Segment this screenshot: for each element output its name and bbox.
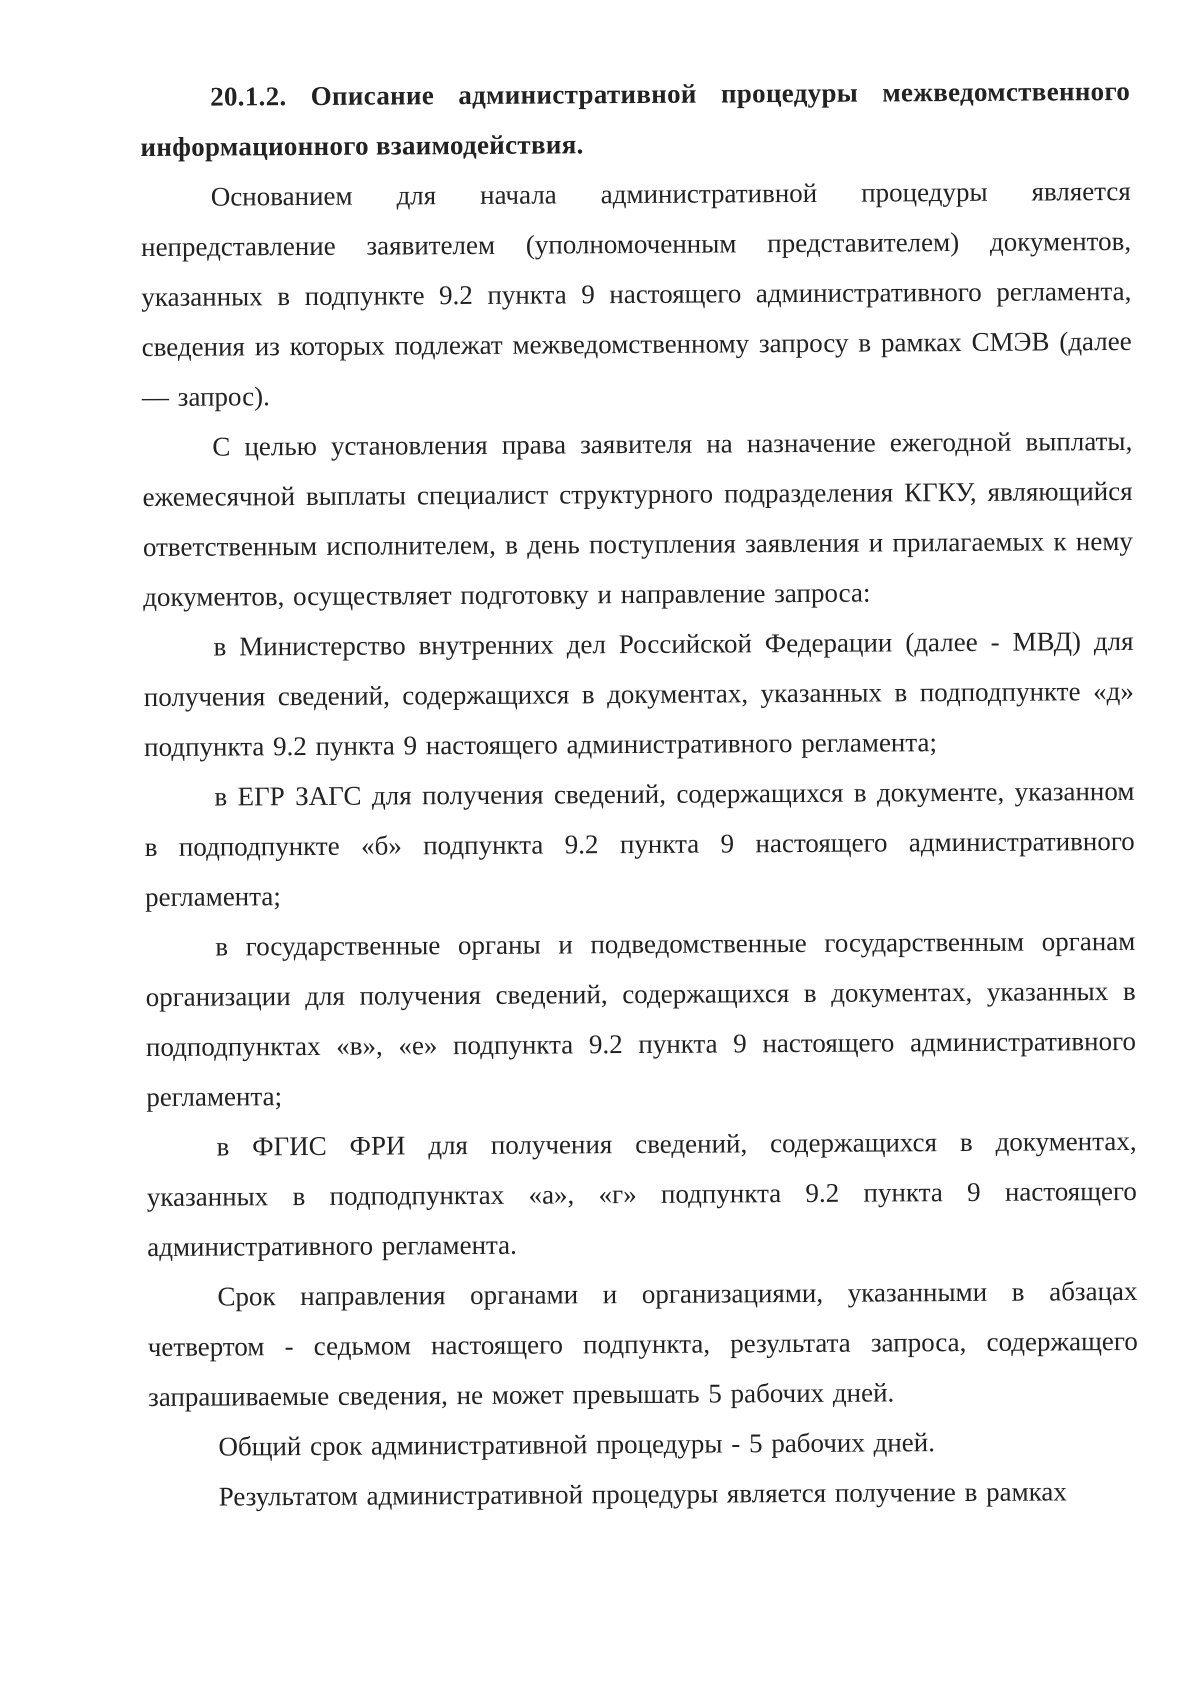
paragraph-state-bodies: в государственные органы и подведомственные государственным органам организации для получения сведений, содержащихся в документах, указанных в подподпунктах «в», «е» подпункта 9.2 пункта 9 настоящего административного регламента; (145, 925, 1137, 1112)
paragraph-fgis-fri: в ФГИС ФРИ для получения сведений, содержащихся в документах, указанных в подподпунктах «а», «г» подпункта 9.2 пункта 9 настоящего административного регламента. (146, 1125, 1137, 1262)
paragraph-response-deadline: Срок направления органами и организациями, указанными в абзацах четвертом - седьмом настоящего подпункта, результата запроса, содержащего запрашиваемые сведения, не может превышать 5 рабочих дней. (147, 1275, 1138, 1412)
paragraph-basis: Основанием для начала административной процедуры является непредставление заявителем (уполномоченным представителем) документов, указанных в подпункте 9.2 пункта 9 настоящего административного регламента, сведения из которых подлежат межведомственному запросу в рамках СМЭВ (далее — запрос). (140, 175, 1132, 412)
section-heading: 20.1.2. Описание административной процедуры межведомственного информационного взаимодействия. (140, 75, 1131, 162)
paragraph-purpose: С целью установления права заявителя на назначение ежегодной выплаты, ежемесячной выплаты специалист структурного подразделения КГКУ, являющийся ответственным исполнителем, в день поступления заявления и прилагаемых к нему документов, осуществляет подготовку и направление запроса: (142, 425, 1133, 612)
paragraph-mvd: в Министерство внутренних дел Российской Федерации (далее - МВД) для получения сведений, содержащихся в документах, указанных в подподпункте «д» подпункта 9.2 пункта 9 настоящего административного регламента; (143, 625, 1134, 762)
document-page (140, 66, 1139, 1522)
paragraph-result: Результатом административной процедуры является получение в рамках (218, 1476, 1067, 1512)
paragraph-egr-zags: в ЕГР ЗАГС для получения сведений, содержащихся в документе, указанном в подподпункте «б» подпункта 9.2 пункта 9 настоящего административного регламента; (144, 775, 1135, 912)
paragraph-total-term: Общий срок административной процедуры - 5 рабочих дней. (218, 1427, 936, 1462)
